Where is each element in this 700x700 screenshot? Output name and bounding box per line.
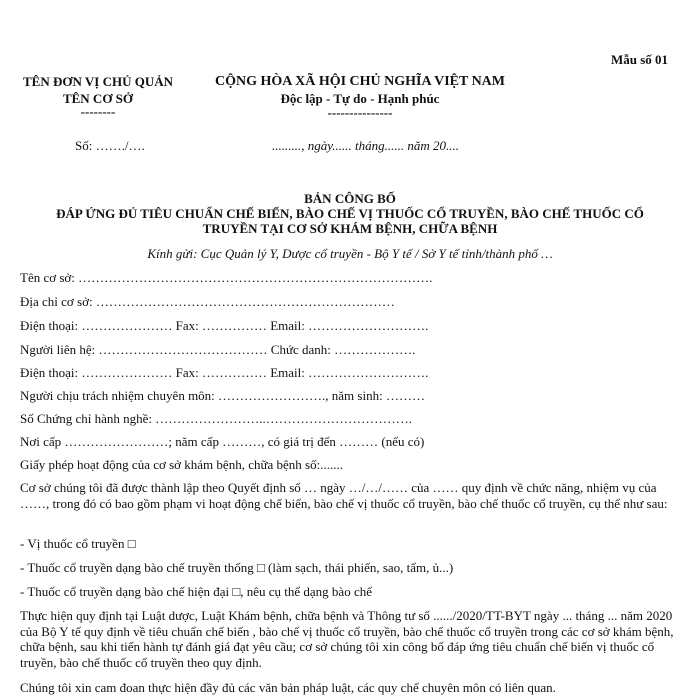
document-subtitle-line1: ĐÁP ỨNG ĐỦ TIÊU CHUẨN CHẾ BIẾN, BÀO CHẾ VỊ THUỐC CỔ TRUYỀN, BÀO CHẾ THUỐC CỔ [56, 206, 644, 221]
left-divider: -------- [80, 104, 116, 119]
phone-field-1: Điện thoại: ………………… Fax: …………… Email: ………………………. [20, 318, 429, 333]
responsible-person-field: Người chịu trách nhiệm chuyên môn: ……………………., năm sinh: ……… [20, 388, 425, 403]
operating-license-field: Giấy phép hoạt động của cơ sở khám bệnh, chữa bệnh số:....... [20, 457, 343, 472]
establishment-paragraph: Cơ sở chúng tôi đã được thành lập theo Quyết định số … ngày …/…/…… của …… quy định về chức năng, nhiệm vụ của ……, trong đó có bao gồm phạm vi hoạt động chế biến, bào chế vị thuốc cổ truyền, bào chế thuốc cổ truyền, cụ thể như sau: [20, 480, 668, 511]
nation-motto: Độc lập - Tự do - Hạnh phúc [280, 91, 440, 106]
document-number: Số: ……./…. [75, 138, 145, 153]
scope-item-traditional: - Thuốc cổ truyền dạng bào chế truyền thống □ (làm sạch, thái phiến, sao, tẩm, ủ...) [20, 560, 454, 575]
form-number: Mẫu số 01 [610, 52, 668, 67]
phone-field-2: Điện thoại: ………………… Fax: …………… Email: ………………………. [20, 365, 429, 380]
scope-item-modern: - Thuốc cổ truyền dạng bào chế hiện đại □, nêu cụ thể dạng bào chế [20, 584, 372, 599]
issue-place-field: Nơi cấp ……………………; năm cấp ………, có giá trị đến ……… (nếu có) [20, 434, 425, 449]
recipient-line: Kính gửi: Cục Quản lý Y, Dược cổ truyền - Bộ Y tế / Sở Y tế tỉnh/thành phố … [147, 246, 553, 261]
document-subtitle-line2: TRUYỀN TẠI CƠ SỞ KHÁM BỆNH, CHỮA BỆNH [202, 221, 498, 236]
place-date-line: ........., ngày...... tháng...... năm 20.... [272, 138, 460, 153]
scope-item-herbal: - Vị thuốc cổ truyền □ [20, 536, 136, 551]
facility-name-field: Tên cơ sở: ………………………………………………………………………. [20, 270, 433, 285]
document-title: BẢN CÔNG BỐ [304, 191, 396, 206]
address-field: Địa chỉ cơ sở: …………………………………………………………… [20, 294, 395, 309]
facility-name-header: TÊN CƠ SỞ [62, 91, 134, 106]
compliance-paragraph: Thực hiện quy định tại Luật dược, Luật Khám bệnh, chữa bệnh và Thông tư số ....../2020/TT-BYT ngày ... tháng ... năm 2020 của Bộ Y tế quy định về tiêu chuẩn chế biến , bào chế vị thuốc cổ truyền, bào chế thuốc cổ truyền trong các cơ sở khám bệnh, chữa bệnh, sau khi tiến hành tự đánh giá đạt yêu cầu; cơ sở chúng tôi xin công bố đáp ứng tiêu chuẩn chế biến vị thuốc cổ truyền, bào chế thuốc cổ truyền theo quy định. [20, 608, 674, 670]
practice-certificate-field: Số Chứng chỉ hành nghề: ……………………..……………………………. [20, 411, 412, 426]
contact-person-field: Người liên hệ: ………………………………… Chức danh: ………………. [20, 342, 416, 357]
governing-unit-name: TÊN ĐƠN VỊ CHỦ QUẢN [23, 74, 173, 89]
nation-title: CỘNG HÒA XÃ HỘI CHỦ NGHĨA VIỆT NAM [214, 74, 505, 89]
right-divider: --------------- [327, 105, 393, 120]
commitment-paragraph: Chúng tôi xin cam đoan thực hiện đầy đủ các văn bản pháp luật, các quy chế chuyên môn có liên quan. [20, 680, 556, 695]
